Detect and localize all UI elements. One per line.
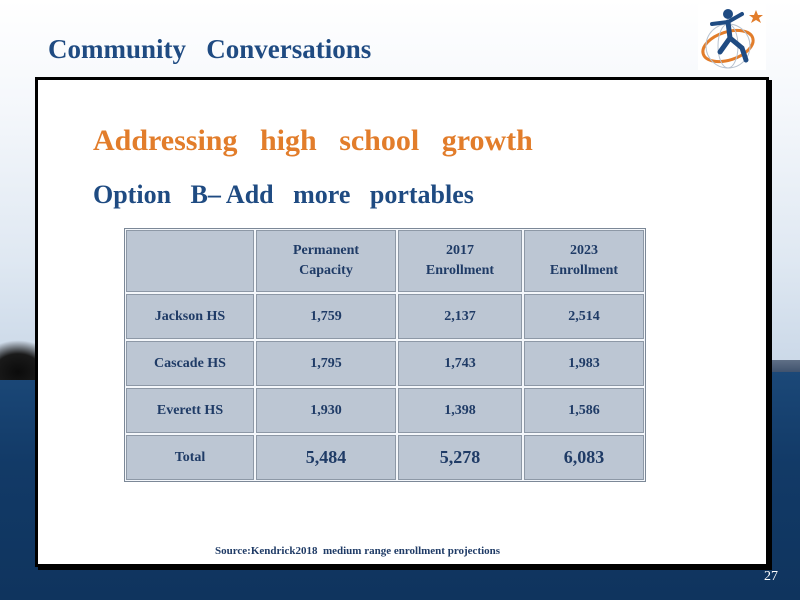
enroll-2023-value: 1,983 [523, 340, 645, 387]
table-row [125, 340, 645, 387]
table-header-row [125, 229, 645, 293]
enroll-2017-value: 1,743 [397, 340, 523, 387]
header-cell-empty [125, 229, 255, 293]
table-row [125, 293, 645, 340]
slide-panel [35, 77, 769, 567]
capacity-value: 1,795 [255, 340, 397, 387]
enroll-2023-value: 1,586 [523, 387, 645, 434]
header-title: Community Conversations [48, 34, 372, 64]
total-2017: 5,278 [397, 434, 523, 481]
school-name: Jackson HS [125, 293, 255, 340]
slide-subhead: Option B– Add more portables [93, 180, 474, 209]
header-cell-2023: 2023 Enrollment [523, 229, 645, 293]
enrollment-table [124, 228, 646, 482]
header-cell-capacity: Permanent Capacity [255, 229, 397, 293]
table-total-row [125, 434, 645, 481]
total-2023: 6,083 [523, 434, 645, 481]
school-name: Cascade HS [125, 340, 255, 387]
school-name: Everett HS [125, 387, 255, 434]
runner-globe-logo-icon [698, 4, 766, 70]
capacity-value: 1,930 [255, 387, 397, 434]
total-label: Total [125, 434, 255, 481]
capacity-value: 1,759 [255, 293, 397, 340]
page-number: 27 [764, 569, 778, 584]
source-note: Source:Kendrick2018 medium range enrollment projections [215, 545, 501, 557]
enroll-2023-value: 2,514 [523, 293, 645, 340]
table-row [125, 387, 645, 434]
enroll-2017-value: 2,137 [397, 293, 523, 340]
enroll-2017-value: 1,398 [397, 387, 523, 434]
slide-headline: Addressing high school growth [93, 124, 533, 157]
header-cell-2017: 2017 Enrollment [397, 229, 523, 293]
total-capacity: 5,484 [255, 434, 397, 481]
